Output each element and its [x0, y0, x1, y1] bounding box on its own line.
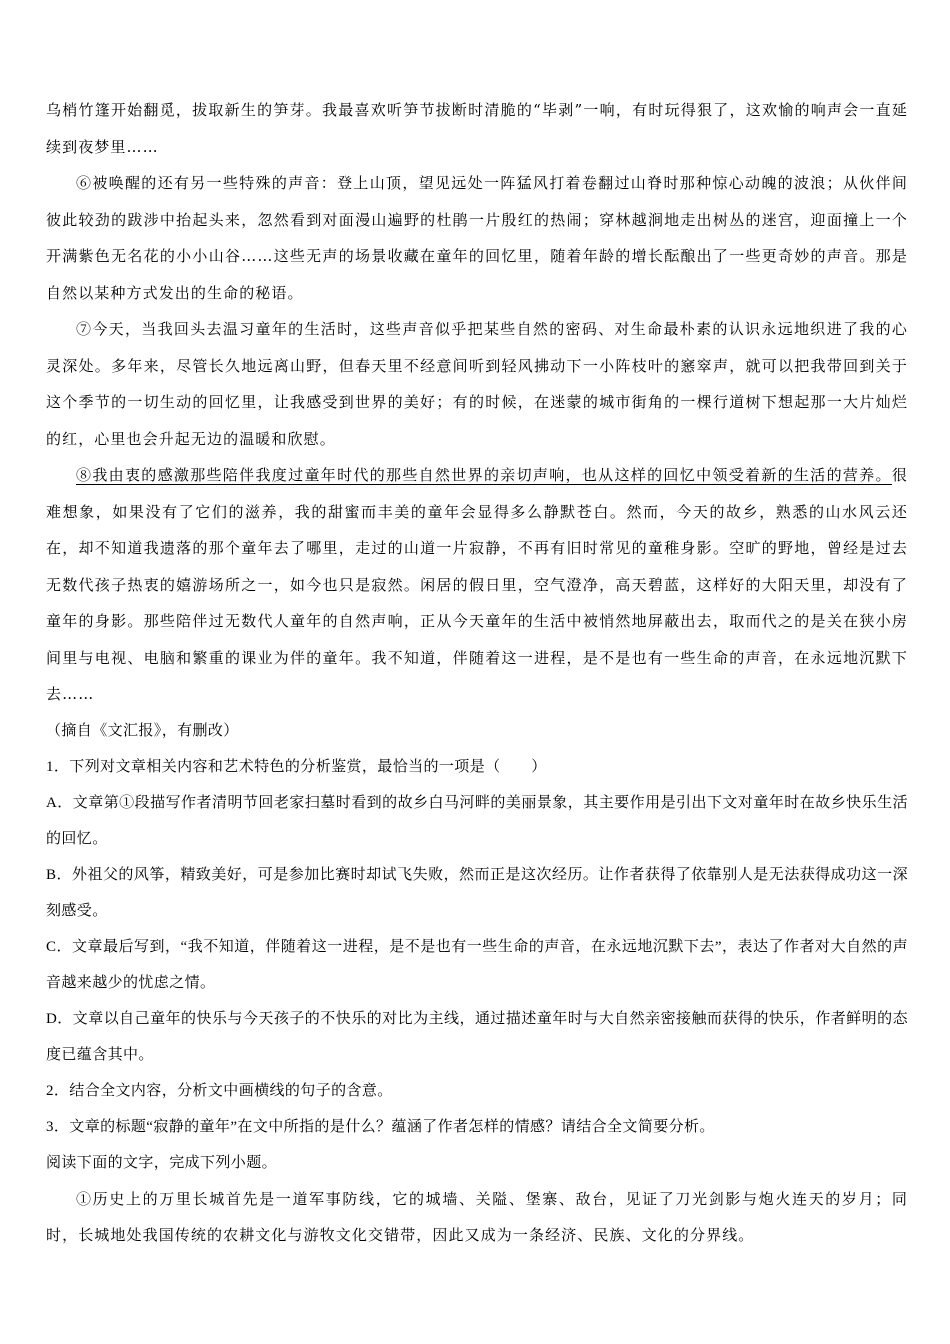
- source-note: （摘自《文汇报》，有删改）: [46, 722, 239, 739]
- paragraph-7: ⑦今天，当我回头去温习童年的生活时，这些声音似乎把某些自然的密码、对生命最朴素的认识永远地织进了我的心灵深处。多年来，尽管长久地远离山野，但春天里不经意间听到轻风拂动下一小阵枝叶的窸窣声，就可以把我带回到关于这个季节的一切生动的回忆里，让我感受到世界的美好；有的时候，在迷蒙的城市街角的一棵行道树下想起那一大片灿烂的红，心里也会升起无边的温暖和欣慰。: [46, 320, 908, 448]
- option-c: C．文章最后写到，“我不知道，伴随着这一进程，是不是也有一些生命的声音，在永远地沉默下去”，表达了作者对大自然的声音越来越少的忧虑之情。: [46, 938, 908, 991]
- question-1: 1．下列对文章相关内容和艺术特色的分析鉴赏，最恰当的一项是（ ）: [46, 758, 547, 775]
- passage2-paragraph-1: ①历史上的万里长城首先是一道军事防线，它的城墙、关隘、堡寨、敌台，见证了刀光剑影与炮火连天的岁月；同时，长城地处我国传统的农耕文化与游牧文化交错带，因此又成为一条经济、民族、文化的分界线。: [46, 1189, 908, 1244]
- reading-intro: 阅读下面的文字，完成下列小题。: [46, 1154, 278, 1171]
- paragraph-6: ⑥被唤醒的还有另一些特殊的声音：登上山顶，望见远处一阵猛风打着卷翻过山脊时那种惊心动魄的波浪；从伙伴间彼此较劲的跋涉中抬起头来，忽然看到对面漫山遍野的杜鹃一片殷红的热闹；穿林越涧地走出树丛的迷宫，迎面撞上一个开满紫色无名花的小小山谷……这些无声的场景收藏在童年的回忆里，随着年龄的增长酝酿出了一些更奇妙的声音。那是自然以某种方式发出的生命的秘语。: [46, 174, 908, 302]
- passage-continuation: 乌梢竹篷开始翻觅，拔取新生的笋芽。我最喜欢听笋节拔断时清脆的“毕剥”一响，有时玩得狠了，这欢愉的响声会一直延续到夜梦里……: [46, 101, 908, 156]
- option-a: A．文章第①段描写作者清明节回老家扫墓时看到的故乡白马河畔的美丽景象，其主要作用是引出下文对童年时在故乡快乐生活的回忆。: [46, 794, 908, 847]
- question-2: 2．结合全文内容，分析文中画横线的句子的含意。: [46, 1082, 393, 1099]
- document-page: [46, 92, 908, 1254]
- option-b: B．外祖父的风筝，精致美好，可是参加比赛时却试飞失败，然而正是这次经历。让作者获得了依靠别人是无法获得成功这一深刻感受。: [46, 866, 908, 919]
- paragraph-8-rest: 很难想象，如果没有了它们的滋养，我的甜蜜而丰美的童年会显得多么静默苍白。然而，今天的故乡，熟悉的山水风云还在，却不知道我遗落的那个童年去了哪里，走过的山道一片寂静，不再有旧时常见的童稚身影。空旷的野地，曾经是过去无数代孩子热衷的嬉游场所之一，如今也只是寂然。闲居的假日里，空气澄净，高天碧蓝，这样好的大阳天里，却没有了童年的身影。那些陪伴过无数代人童年的自然声响，正从今天童年的生活中被悄然地屏蔽出去，取而代之的是关在狭小房间里与电视、电脑和繁重的课业为伴的童年。我不知道，伴随着这一进程，是不是也有一些生命的声音，在永远地沉默下去……: [46, 466, 908, 703]
- underlined-sentence: ⑧我由衷的感激那些陪伴我度过童年时代的那些自然世界的亲切声响，也从这样的回忆中领受着新的生活的营养。: [76, 466, 892, 484]
- paragraph-8: [46, 457, 908, 713]
- option-d: D．文章以自己童年的快乐与今天孩子的不快乐的对比为主线，通过描述童年时与大自然亲密接触而获得的快乐，作者鲜明的态度已蕴含其中。: [46, 1010, 908, 1063]
- question-3: 3．文章的标题“寂静的童年”在文中所指的是什么？蕴涵了作者怎样的情感？请结合全文简要分析。: [46, 1118, 715, 1135]
